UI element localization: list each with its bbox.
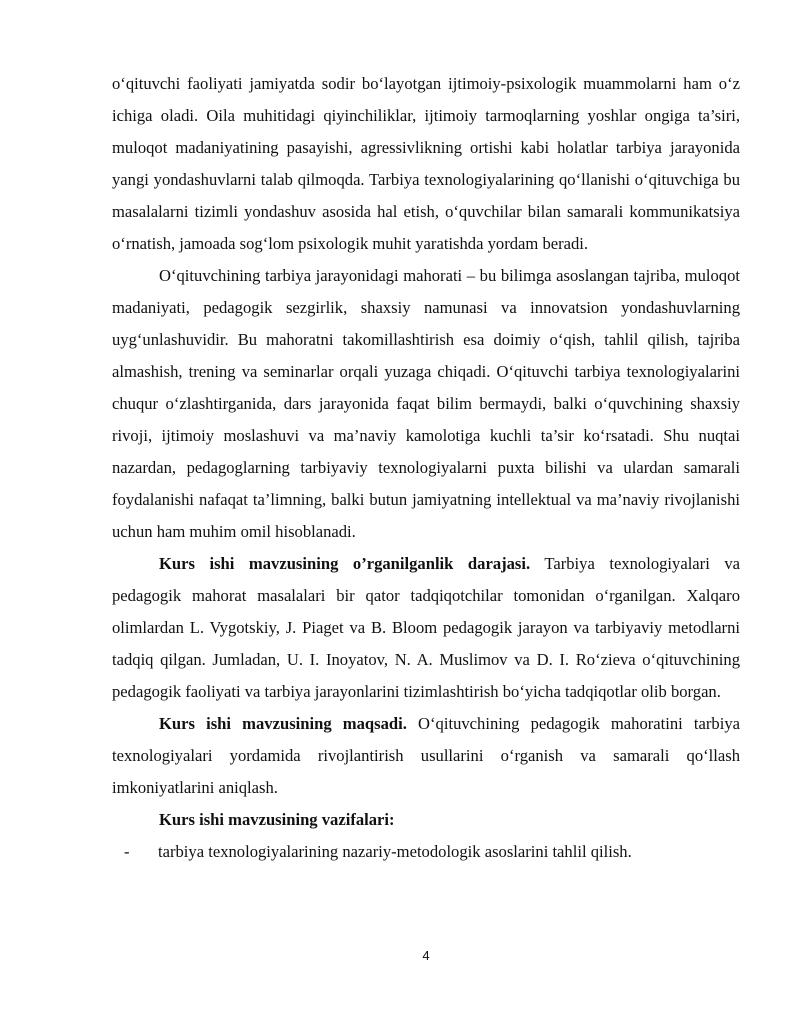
- page-number: 4: [422, 948, 430, 963]
- list-item: [112, 836, 740, 868]
- research-level-text: Tarbiya texnologiyalari va pedagogik mahorat masalalari bir qator tadqiqotchilar tomonidan o‘rganilgan. Xalqaro olimlardan L. Vygotskiy, J. Piaget va B. Bloom pedagogik jarayon va tarbiyaviy metodlarni tadqiq qilgan. Jumladan, U. I. Inoyatov, N. A. Muslimov va D. I. Ro‘zieva o‘qituvchining pedagogik faoliyati va tarbiya jarayonlarini tizimlashtirish bo‘yicha tadqiqotlar olib borgan.: [112, 554, 740, 701]
- list-bullet-dash: -: [124, 842, 130, 861]
- paragraph-goal: [112, 708, 740, 804]
- goal-text: O‘qituvchining pedagogik mahoratini tarbiya texnologiyalari yordamida rivojlantirish usullarini o‘rganish va samarali qo‘llash imkoniyatlarini aniqlash.: [112, 714, 740, 797]
- heading-tasks: Kurs ishi mavzusining vazifalari:: [159, 810, 395, 829]
- paragraph-teacher-mastery: O‘qituvchining tarbiya jarayonidagi mahorati – bu bilimga asoslangan tajriba, muloqot madaniyati, pedagogik sezgirlik, shaxsiy namunasi va innovatsion yondashuvlarning uyg‘unlashuvidir. Bu mahoratni takomillashtirish esa doimiy o‘qish, tahlil qilish, tajriba almashish, trening va seminarlar orqali yuzaga chiqadi. O‘qituvchi tarbiya texnologiyalarini chuqur o‘zlashtirganida, dars jarayonida faqat bilim bermaydi, balki o‘quvchining shaxsiy rivoji, ijtimoiy moslashuvi va ma’naviy kamolotiga kuchli ta’sir ko‘rsatadi. Shu nuqtai nazardan, pedagoglarning tarbiyaviy texnologiyalarni puxta bilishi va ulardan samarali foydalanishi nafaqat ta’limning, balki butun jamiyatning intellektual va ma’naviy rivojlanishi uchun ham muhim omil hisoblanadi.: [112, 266, 740, 541]
- paragraph-research-level: [112, 548, 740, 708]
- heading-research-level: Kurs ishi mavzusining o’rganilganlik darajasi.: [159, 554, 531, 573]
- body-text: [112, 68, 740, 868]
- list-item-text: tarbiya texnologiyalarining nazariy-metodologik asoslarini tahlil qilish.: [158, 842, 632, 861]
- paragraph-tasks-heading: [112, 804, 740, 836]
- paragraph-continuation: o‘qituvchi faoliyati jamiyatda sodir bo‘layotgan ijtimoiy-psixologik muammolarni ham o‘z ichiga oladi. Oila muhitidagi qiyinchiliklar, ijtimoiy tarmoqlarning yoshlar ongiga ta’siri, muloqot madaniyatining pasayishi, agressivlikning ortishi kabi holatlar tarbiya jarayonida yangi yondashuvlarni talab qilmoqda. Tarbiya texnologiyalarining qo‘llanishi o‘qituvchiga bu masalalarni tizimli yondashuv asosida hal etish, o‘quvchilar bilan samarali kommunikatsiya o‘rnatish, jamoada sog‘lom psixologik muhit yaratishda yordam beradi.: [112, 74, 740, 253]
- heading-goal: Kurs ishi mavzusining maqsadi.: [159, 714, 407, 733]
